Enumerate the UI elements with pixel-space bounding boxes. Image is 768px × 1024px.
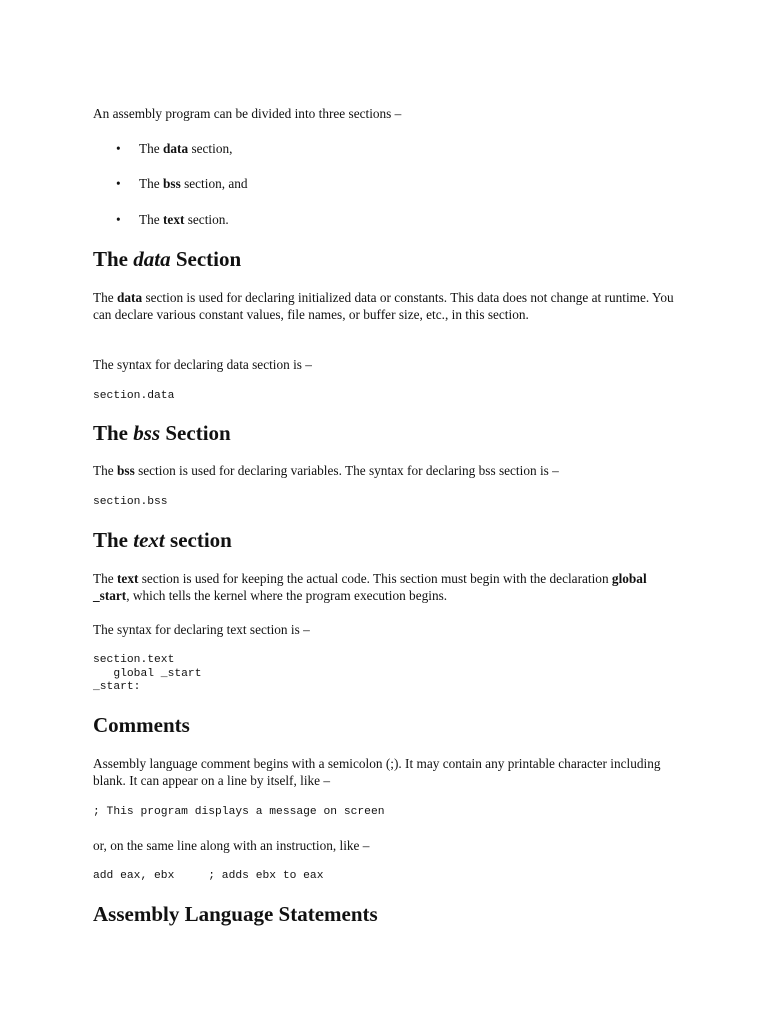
bullet-icon: • — [116, 176, 121, 191]
text-section-paragraph: The text section is used for keeping the actual code. This section must begin with the declaration global _start, which tells the kernel where the program execution begins. — [93, 571, 647, 603]
inline-comment-paragraph: or, on the same line along with an instruction, like – — [93, 838, 370, 853]
statements-heading: Assembly Language Statements — [93, 902, 378, 926]
text-syntax-paragraph: The syntax for declaring text section is – — [93, 622, 310, 637]
data-syntax-paragraph: The syntax for declaring data section is – — [93, 357, 312, 372]
bss-section-heading: The bss Section — [93, 421, 231, 445]
bss-section-paragraph: The bss section is used for declaring variables. The syntax for declaring bss section is – — [93, 463, 559, 478]
bss-code-block: section.bss — [93, 496, 168, 508]
data-code-block: section.data — [93, 390, 175, 402]
bullet-icon: • — [116, 212, 121, 227]
document-page: An assembly program can be divided into three sections – • The data section, • The bss section, and • The text section. The data Section The data section is used for declaring initialized data or constants. This data does not change at runtime. You can declare various constant values, file names, or buffer size, etc., in this section. The syntax for declaring data section is – section.data The bss Section The bss section is used for declaring variables. The syntax for declaring bss section is – section.bss The text section The text section is used for keeping the actual code. This section must begin with the declaration global _start, which tells the kernel where the program execution begins. The syntax for declaring text section is – section.text global _start _start: Comments Assembly language comment begins with a semicolon (;). It may contain any printable character including blank. It can appear on a line by itself, like – ; This program displays a message on screen or, on the same line along with an instruction, like – add eax, ebx ; adds ebx to eax Assembly Language Statements — [0, 0, 768, 1024]
inline-comment-code-block: add eax, ebx ; adds ebx to eax — [93, 870, 324, 882]
data-section-paragraph: The data section is used for declaring initialized data or constants. This data does not change at runtime. You can declare various constant values, file names, or buffer size, etc., in this section. — [93, 290, 674, 322]
bullet-icon: • — [116, 141, 121, 156]
intro-paragraph: An assembly program can be divided into three sections – — [93, 106, 402, 121]
comments-paragraph: Assembly language comment begins with a semicolon (;). It may contain any printable character including blank. It can appear on a line by itself, like – — [93, 756, 661, 788]
text-code-block: section.text global _start _start: — [93, 654, 202, 693]
comment-code-block: ; This program displays a message on screen — [93, 806, 385, 818]
comments-heading: Comments — [93, 713, 190, 737]
text-section-heading: The text section — [93, 528, 232, 552]
data-section-heading: The data Section — [93, 247, 242, 271]
